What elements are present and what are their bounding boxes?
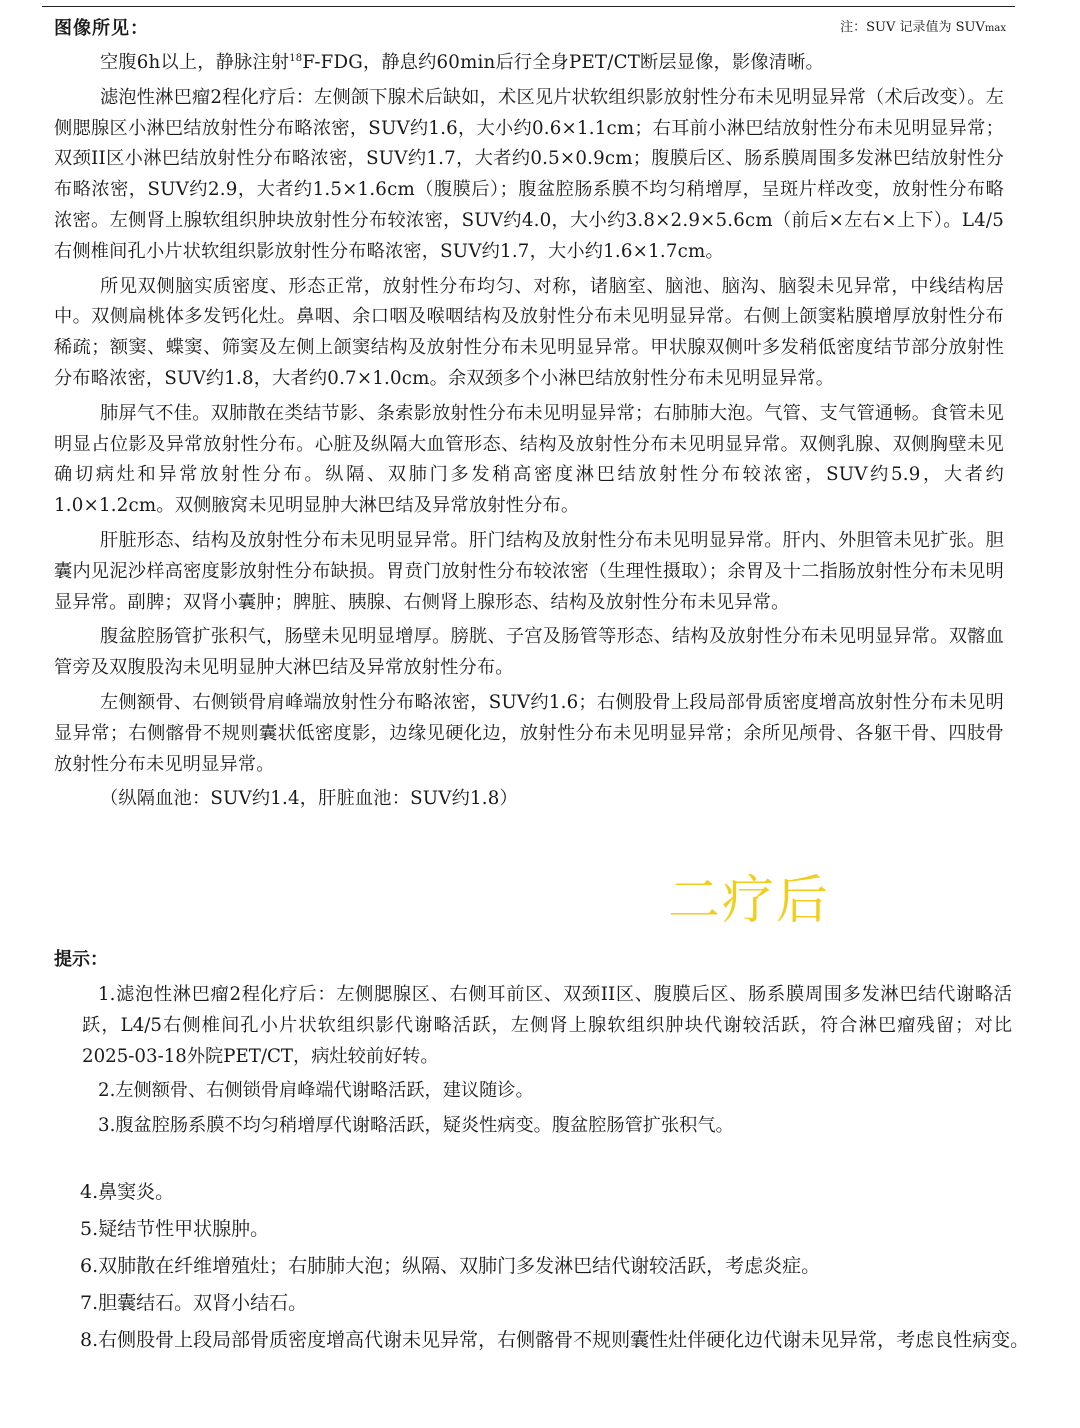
- findings-p1-text-b: F-FDG，静息约60min后行全身PET/CT断层显像，影像清晰。: [302, 52, 824, 74]
- impression-list-bottom: [80, 1176, 1040, 1361]
- suv-note: [840, 16, 1006, 35]
- impression-item-3: 3.腹盆腔肠系膜不均匀稍增厚代谢略活跃，疑炎性病变。腹盆腔肠管扩张积气。: [98, 1115, 734, 1137]
- findings-paragraph-7: 左侧额骨、右侧锁骨肩峰端放射性分布略浓密，SUV约1.6；右侧股骨上段局部骨质密度增高放射性分布未见明显异常；右侧髂骨不规则囊状低密度影，边缘见硬化边，放射性分布未见明显异常；余所见颅骨、各躯干骨、四肢骨放射性分布未见明显异常。: [54, 692, 1004, 775]
- findings-paragraph-1: [54, 44, 1004, 79]
- impression-heading: 提示：: [54, 949, 108, 970]
- impression-item-7: 7.胆囊结石。双肾小结石。: [80, 1292, 308, 1314]
- findings-heading: 图像所见：: [54, 18, 149, 39]
- findings-p1-text-a: 空腹6h以上，静脉注射: [100, 52, 290, 74]
- blood-pool-note: （纵隔血池：SUV约1.4，肝脏血池：SUV约1.8）: [100, 788, 518, 810]
- findings-paragraph-2: 滤泡性淋巴瘤2程化疗后：左侧颌下腺术后缺如，术区见片状软组织影放射性分布未见明显异常（术后改变）。左侧腮腺区小淋巴结放射性分布略浓密，SUV约1.6，大小约0.6×1.1cm；右耳前小淋巴结放射性分布未见明显异常；双颈II区小淋巴结放射性分布略浓密，SUV约1.7，大者约0.5×0.9cm；腹膜后区、肠系膜周围多发淋巴结放射性分布略浓密，SUV约2.9，大者约1.5×1.6cm（腹膜后）；腹盆腔肠系膜不均匀稍增厚，呈斑片样改变，放射性分布略浓密。左侧肾上腺软组织肿块放射性分布较浓密，SUV约4.0，大小约3.8×2.9×5.6cm（前后×左右×上下）。L4/5右侧椎间孔小片状软组织影放射性分布略浓密，SUV约1.7，大小约1.6×1.7cm。: [54, 86, 1004, 262]
- impression-item-8: 8.右侧股骨上段局部骨质密度增高代谢未见异常，右侧髂骨不规则囊性灶伴硬化边代谢未见异常，考虑良性病变。: [80, 1329, 1030, 1351]
- findings-paragraph-4: 肺屏气不佳。双肺散在类结节影、条索影放射性分布未见明显异常；右肺肺大泡。气管、支气管通畅。食管未见明显占位影及异常放射性分布。心脏及纵隔大血管形态、结构及放射性分布未见明显异常。双侧乳腺、双侧胸壁未见确切病灶和异常放射性分布。纵隔、双肺门多发稍高密度淋巴结放射性分布较浓密，SUV约5.9，大者约1.0×1.2cm。双侧腋窝未见明显肿大淋巴结及异常放射性分布。: [54, 402, 1004, 517]
- isotope-superscript: 18: [289, 53, 303, 64]
- impression-item-5: 5.疑结节性甲状腺肿。: [80, 1218, 270, 1240]
- suv-note-subscript: max: [984, 23, 1006, 34]
- suv-note-text: 注：SUV 记录值为 SUV: [840, 20, 985, 35]
- findings-paragraph-6: 腹盆腔肠管扩张积气，肠壁未见明显增厚。膀胱、子宫及肠管等形态、结构及放射性分布未见明显异常。双髂血管旁及双腹股沟未见明显肿大淋巴结及异常放射性分布。: [54, 626, 1004, 679]
- findings-body: [54, 44, 1004, 819]
- impression-list-top: [82, 980, 1012, 1146]
- impression-item-4: 4.鼻窦炎。: [80, 1181, 175, 1203]
- findings-paragraph-3: 所见双侧脑实质密度、形态正常，放射性分布均匀、对称，诸脑室、脑池、脑沟、脑裂未见异常，中线结构居中。双侧扁桃体多发钙化灶。鼻咽、余口咽及喉咽结构及放射性分布未见明显异常。右侧上颌窦粘膜增厚放射性分布稀疏；额窦、蝶窦、筛窦及左侧上颌窦结构及放射性分布未见明显异常。甲状腺双侧叶多发稍低密度结节部分放射性分布略浓密，SUV约1.8，大者约0.7×1.0cm。余双颈多个小淋巴结放射性分布未见明显异常。: [54, 275, 1004, 390]
- impression-item-6: 6.双肺散在纤维增殖灶；右肺肺大泡；纵隔、双肺门多发淋巴结代谢较活跃，考虑炎症。: [80, 1255, 821, 1277]
- top-divider: [42, 6, 1015, 7]
- impression-item-2: 2.左侧额骨、右侧锁骨肩峰端代谢略活跃，建议随诊。: [98, 1080, 534, 1102]
- impression-item-1: 1.滤泡性淋巴瘤2程化疗后：左侧腮腺区、右侧耳前区、双颈II区、腹膜后区、肠系膜周围多发淋巴结代谢略活跃，L4/5右侧椎间孔小片状软组织影代谢略活跃，左侧肾上腺软组织肿块代谢较活跃，符合淋巴瘤残留；对比2025-03-18外院PET/CT，病灶较前好转。: [82, 984, 1012, 1067]
- handwritten-annotation: 二疗后: [668, 871, 831, 931]
- findings-paragraph-5: 肝脏形态、结构及放射性分布未见明显异常。肝门结构及放射性分布未见明显异常。肝内、外胆管未见扩张。胆囊内见泥沙样高密度影放射性分布缺损。胃贲门放射性分布较浓密（生理性摄取）；余胃及十二指肠放射性分布未见明显异常。副脾；双肾小囊肿；脾脏、胰腺、右侧肾上腺形态、结构及放射性分布未见异常。: [54, 530, 1004, 613]
